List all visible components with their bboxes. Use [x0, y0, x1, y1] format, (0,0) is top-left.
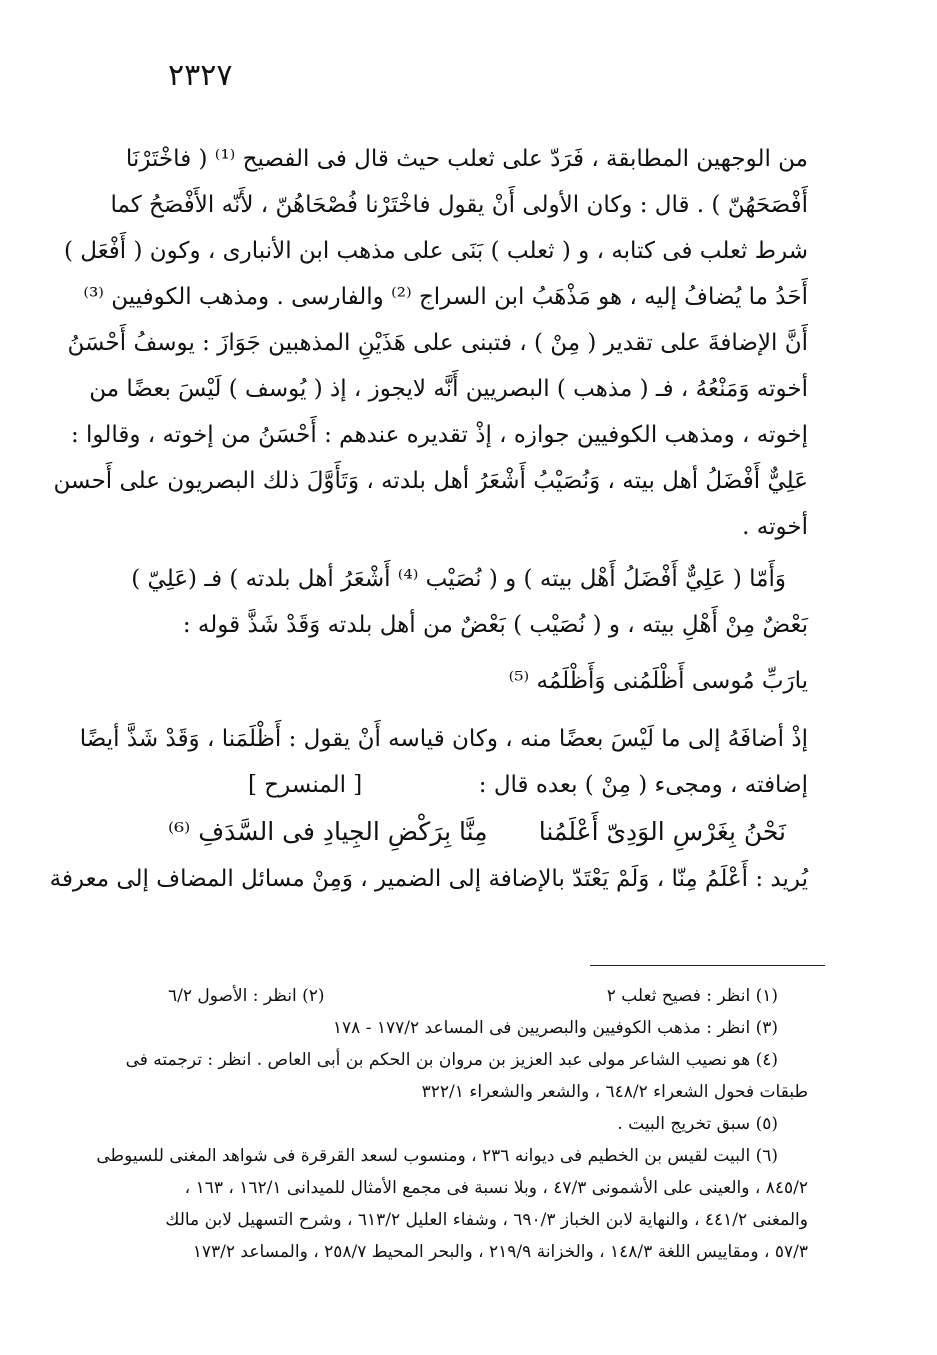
text-line: إذْ أضافَهُ إلى ما لَيْسَ بعضًا منه ، وكان قياسه أَنْ يقول : أَظْلَمَنا ، وَقَدْ شَذَّ أيضًا — [79, 726, 808, 752]
paragraph-2 — [128, 556, 808, 648]
text-line: أخوته وَمَنْعُهُ ، فـ ( مذهب ) البصريين أَنَّه لايجوز ، إذ ( يُوسف ) لَيْسَ بعضًا من — [89, 376, 808, 402]
footnote-6-cont: ٨٤٥/٢ ، والعينى على الأشمونى ٤٧/٣ ، وبلا نسبة فى مجمع الأمثال للميدانى ١٦٢/١ ، ١٦٣ ، — [184, 1178, 808, 1198]
text-line: أَحَدُ ما يُضافُ إليه ، هو مَذْهَبُ ابن السراج ⁽²⁾ والفارسى . ومذهب الكوفيين ⁽³⁾ — [83, 284, 808, 310]
footnote-5: (٥) سبق تخريج البيت . — [617, 1114, 778, 1134]
footnote-row — [128, 980, 808, 1012]
main-text — [49, 136, 808, 902]
verse-line: يارَبِّ مُوسى أَظْلَمُنى وَأَظْلَمُه ⁽⁵⁾ — [508, 668, 808, 694]
meter-label: [ المنسرح ] — [248, 772, 363, 798]
footnote-1: (١) انظر : فصيح ثعلب ٢ — [606, 986, 778, 1006]
paragraph-1 — [53, 136, 808, 550]
footnotes — [96, 980, 808, 1268]
text-line: إضافته ، ومجىء ( مِنْ ) بعده قال : — [478, 772, 808, 798]
footnote-4: (٤) هو نصيب الشاعر مولى عبد العزيز بن مروان بن الحكم بن أبى العاص . انظر : ترجمته فى — [125, 1050, 778, 1070]
footnote-6-cont: والمغنى ٤٤١/٢ ، والنهاية لابن الخباز ٦٩٠/٣ ، وشفاء العليل ٦١٣/٢ ، وشرح التسهيل لابن مالك — [165, 1210, 808, 1230]
verse-hemistich-first: نَحْنُ بِغَرْسِ الوَدِىّ أَعْلَمُنا — [538, 817, 786, 846]
text-line: عَلِيٌّ أَفْضَلُ أهل بيته ، وَنُصَيْبُ أَشْعَرُ أهل بلدته ، وَتَأَوَّلَ ذلك البصريون على أَحسن — [53, 468, 808, 494]
footnote-2: (٢) انظر : الأصول ٦/٢ — [168, 986, 325, 1006]
text-line: أخوته . — [742, 514, 808, 540]
text-line: يُريد : أَعْلَمُ مِنّا ، وَلَمْ يَعْتَدّ بالإضافة إلى الضمير ، وَمِنْ مسائل المضاف إلى معرفة — [49, 866, 808, 892]
verse-hemistich-second: مِنَّا بِرَكْضِ الجِيادِ فى السَّدَفِ ⁽⁶⁾ — [168, 817, 488, 846]
footnote-4-cont: طبقات فحول الشعراء ٦٤٨/٢ ، والشعر والشعراء ٣٢٢/١ — [421, 1082, 808, 1102]
footnote-3: (٣) انظر : مذهب الكوفيين والبصريين فى المساعد ١٧٧/٢ - ١٧٨ — [332, 1018, 778, 1038]
text-line: وَأَمّا ( عَلِيٌّ أَفْضَلُ أَهْل بيته ) و ( نُصَيْب ⁽⁴⁾ أَشْعَرُ أهل بلدته ) فـ (عَلِيّ ) — [131, 566, 786, 592]
text-line: شرط ثعلب فى كتابه ، و ( ثعلب ) بَنَى على مذهب ابن الأنبارى ، وكون ( أَفْعَل ) — [64, 238, 808, 264]
text-line: من الوجهين المطابقة ، فَرَدّ على ثعلب حيث قال فى الفصيح ⁽¹⁾ ( فاخْتَرْنَا — [125, 146, 808, 172]
footnote-divider — [590, 965, 825, 966]
text-line: أَفْصَحَهُنّ ) . قال : وكان الأولى أَنْ يقول فاخْتَرْنا فُصْحَاهُنّ ، لأَنّه الأَفْصَحُ كما — [110, 192, 808, 218]
footnote-6: (٦) البيت لقيس بن الخطيم فى ديوانه ٢٣٦ ، ومنسوب لسعد القرقرة فى شواهد المغنى للسيوطى — [96, 1146, 778, 1166]
footnote-6-cont: ٥٧/٣ ، ومقاييس اللغة ١٤٨/٣ ، والخزانة ٢١٩/٩ ، والبحر المحيط ٢٥٨/٧ ، والمساعد ١٧٣/٢ — [192, 1242, 808, 1262]
verse-couplet — [128, 808, 808, 856]
verse-intro-row — [128, 762, 808, 808]
page-number: ٢٣٢٧ — [168, 58, 233, 93]
text-line: بَعْضٌ مِنْ أَهْلِ بيته ، و ( نُصَيْب ) بَعْضٌ من أهل بلدته وَقَدْ شَذَّ قوله : — [182, 612, 808, 638]
text-line: إخوته ، ومذهب الكوفيين جوازه ، إذْ تقديره عندهم : أَحْسَنُ من إخوته ، وقالوا : — [70, 422, 808, 448]
text-line: أَنَّ الإضافةَ على تقدير ( مِنْ ) ، فتبنى على هَذَيْنِ المذهبين جَوَازَ : يوسفُ أَحْسَنُ — [67, 330, 808, 356]
